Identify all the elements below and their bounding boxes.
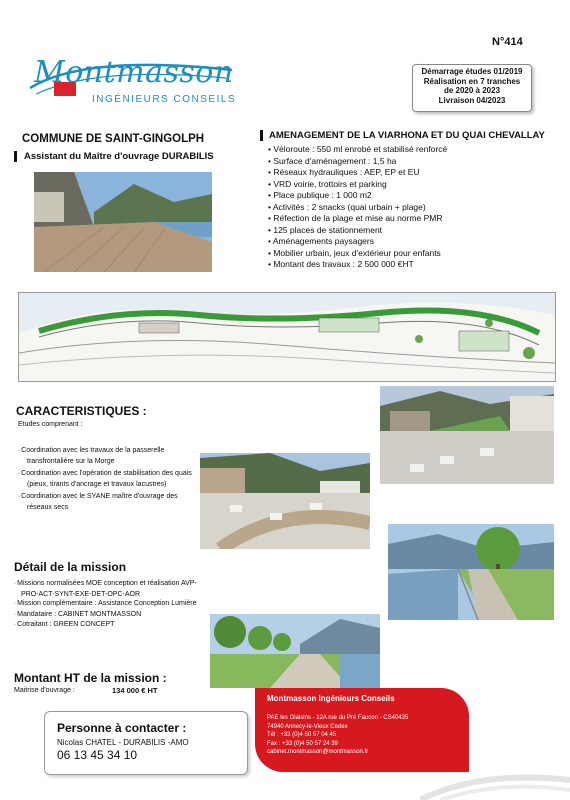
characteristics-title: CARACTERISTIQUES : (16, 404, 147, 418)
company-line: Fax : +33 (0)4 50 57 24 39 (267, 740, 338, 747)
timing-box (412, 64, 532, 112)
project-title: AMENAGEMENT DE LA VIARHONA ET DU QUAI CHEVALLAY (260, 130, 545, 141)
mission-title: Détail de la mission (14, 560, 127, 574)
timing-line: Livraison 04/2023 (438, 95, 506, 105)
list-item: ▫ Mission complémentaire : Assistance Conception Lumière (14, 599, 209, 610)
reference-number: N°414 (492, 36, 523, 48)
list-item: • Montant des travaux : 2 500 000 €HT (268, 259, 447, 271)
photo-amphitheatre (200, 453, 370, 549)
list-item: • Mobilier urbain, jeux d'extérieur pour enfants (268, 248, 447, 260)
list-item: • VRD voirie, trottoirs et parking (268, 179, 447, 191)
list-item: ▫ Coordination avec l'opération de stabilisation des quais (pieux, tirants d'ancrage et travaux lacustres) (18, 469, 198, 489)
list-item: • Activités : 2 snacks (quai urbain + plage) (268, 202, 447, 214)
photo-quay-terrace (34, 172, 212, 272)
logo-tagline: INGÉNIEURS CONSEILS (92, 94, 237, 105)
list-item: ▫ Missions normalisées MOE conception et réalisation AVP-PRO-ACT-SYNT-EXE-DET-OPC-AOR (14, 579, 209, 599)
list-item: ▫ Cotraitant : GREEN CONCEPT (14, 620, 209, 631)
fee-value: 134 000 € HT (112, 686, 158, 695)
timing-line: Démarrage études 01/2019 (421, 67, 523, 76)
fee-label: Maitrise d'ouvrage : (14, 687, 75, 694)
list-item: • Véloroute : 550 ml enrobé et stabilisé renforcé (268, 144, 447, 156)
photo-tree-promenade (210, 614, 380, 688)
contact-name: Nicolas CHATEL - DURABILIS -AMO (57, 738, 189, 747)
company-line: Tél : +33 (0)4 50 57 04 45 (267, 732, 337, 738)
list-item: • Place publique : 1 000 m2 (268, 190, 447, 202)
list-item: • Surface d'aménagement : 1,5 ha (268, 156, 447, 168)
mission-list (14, 579, 209, 631)
company-line: 74940 Annecy-le-Vieux Cedex (267, 723, 348, 730)
photo-lakeside-path (388, 524, 554, 620)
company-line: PAE les Glaisins - 12A rue du Pré Faucon - CS40435 (267, 715, 409, 721)
list-item: • 125 places de stationnement (268, 225, 447, 237)
characteristics-list (18, 446, 198, 512)
list-item: • Aménagements paysagers (268, 236, 447, 248)
commune-title: COMMUNE DE SAINT-GINGOLPH (22, 133, 205, 145)
site-plan (18, 292, 556, 382)
list-item: • Réseaux hydrauliques : AEP, EP et EU (268, 167, 447, 179)
fee-title: Montant HT de la mission : (14, 671, 167, 685)
list-item: ▫ Coordination avec les travaux de la passerelle transfrontalière sur la Morge (18, 446, 198, 466)
list-item: ▫ Mandataire : CABINET MONTMASSON (14, 610, 209, 621)
list-item: • Réfection de la plage et mise au norme PMR (268, 213, 447, 225)
company-address (267, 714, 408, 757)
timing-line: Réalisation en 7 tranches (423, 76, 521, 86)
decorative-swirl-icon (420, 760, 570, 800)
assistant-label: Assistant du Maître d'ouvrage DURABILIS (14, 151, 214, 162)
timing-line: de 2020 à 2023 (443, 86, 501, 95)
photo-park-square (380, 386, 554, 484)
contact-title: Personne à contacter : (57, 721, 187, 735)
contact-phone: 06 13 45 34 10 (57, 748, 138, 762)
company-name: Montmasson Ingénieurs Conseils (267, 694, 395, 703)
characteristics-intro: Etudes comprenant : (18, 421, 83, 428)
list-item: ▫ Coordination avec le SYANE maître d'ouvrage des réseaux secs (18, 492, 198, 512)
company-email[interactable]: cabinet.montmasson@montmasson.fr (267, 749, 369, 755)
project-items (268, 144, 447, 271)
logo-name: Montmasson (34, 55, 234, 90)
